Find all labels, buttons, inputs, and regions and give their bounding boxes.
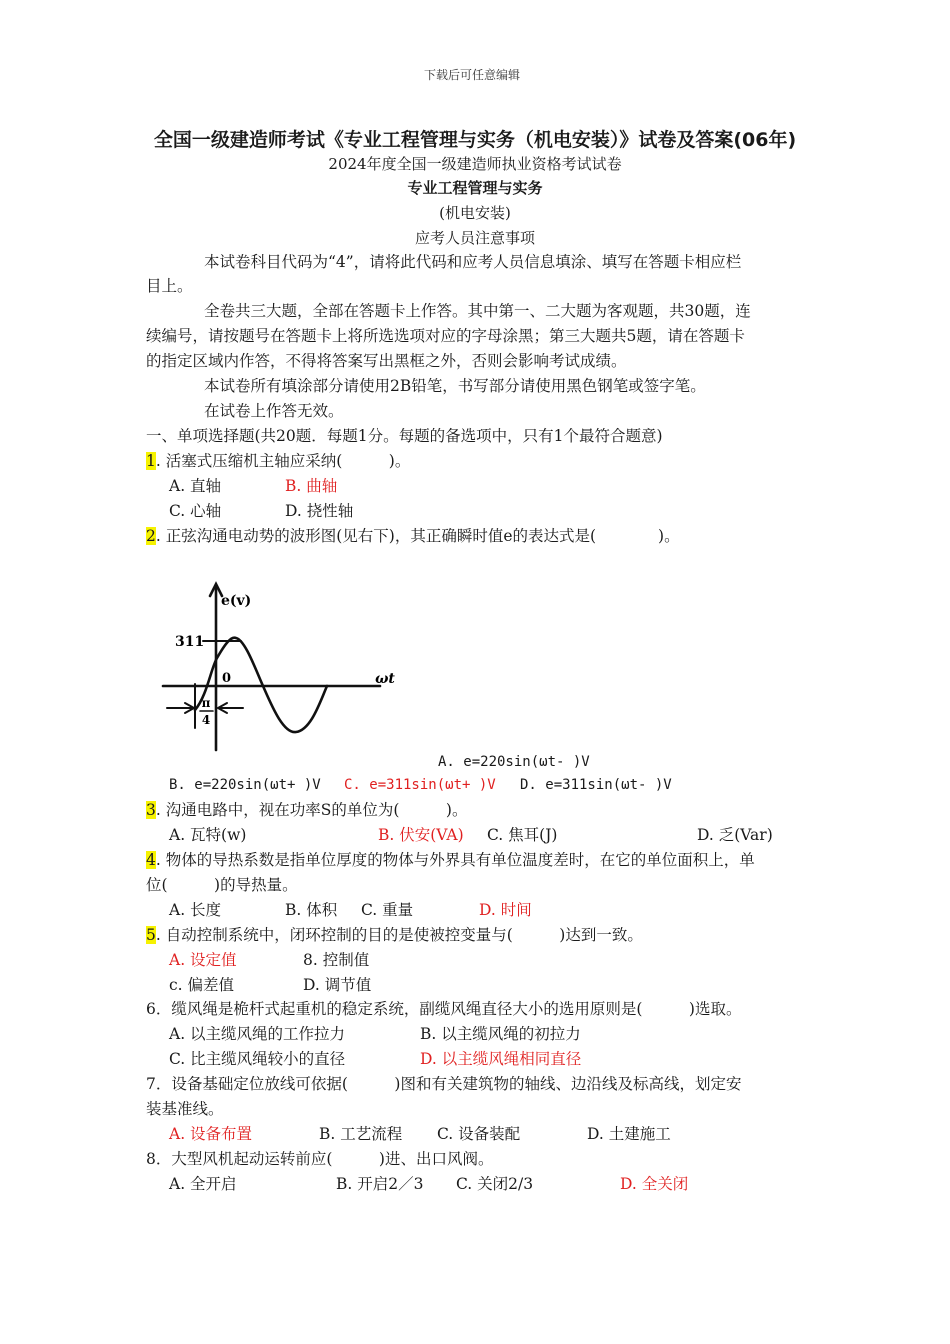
question-text: . 沟通电路中，视在功率S的单位为( )。	[155, 801, 468, 819]
four-label: 4	[201, 713, 211, 727]
q6-option-c: C. 比主缆风绳较小的直径	[169, 1050, 346, 1068]
x-axis-label: ωt	[375, 671, 395, 687]
question-5	[146, 923, 643, 948]
subject-title: 专业工程管理与实务	[407, 179, 543, 197]
q6-option-d: D. 以主缆风绳相同直径	[420, 1050, 582, 1068]
question-text: . 活塞式压缩机主轴应采纳( )。	[155, 452, 411, 470]
q5-option-d: D. 调节值	[303, 976, 372, 994]
subject-subtitle: (机电安装)	[439, 204, 511, 222]
notice-p2-line3: 的指定区域内作答，不得将答案写出黑框之外，否则会影响考试成绩。	[146, 352, 627, 370]
q5-option-a: A. 设定值	[169, 951, 237, 969]
question-4-line2: 位( )的导热量。	[146, 876, 298, 894]
q4-option-d: D. 时间	[479, 901, 532, 919]
q3-option-c: C. 焦耳(J)	[487, 826, 558, 844]
question-1	[146, 449, 410, 474]
q8-option-a: A. 全开启	[169, 1175, 237, 1193]
question-number: 4	[146, 851, 156, 869]
sine-waveform-figure	[155, 578, 405, 758]
q1-option-c: C. 心轴	[169, 502, 222, 520]
q4-option-a: A. 长度	[169, 901, 222, 919]
question-7-line2: 装基准线。	[146, 1100, 224, 1118]
question-text: . 正弦沟通电动势的波形图(见右下)，其正确瞬时值e的表达式是( )。	[155, 527, 680, 545]
q6-option-b: B. 以主缆风绳的初拉力	[420, 1025, 581, 1043]
q2-option-a: A. e=220sin(ωt- )V	[438, 754, 590, 770]
exam-subtitle: 2024年度全国一级建造师执业资格考试试卷	[328, 155, 622, 173]
q1-option-a: A. 直轴	[169, 477, 222, 495]
question-3	[146, 798, 467, 823]
question-text: . 自动控制系统中，闭环控制的目的是使被控变量与( )达到一致。	[155, 926, 643, 944]
q4-option-b: B. 体积	[285, 901, 338, 919]
notice-heading: 应考人员注意事项	[414, 229, 535, 247]
question-8: 8．大型风机起动运转前应( )进、出口风阀。	[146, 1150, 494, 1168]
q1-option-b: B. 曲轴	[285, 477, 338, 495]
page-header-note: 下载后可任意编辑	[424, 68, 521, 82]
question-number: 5	[146, 926, 156, 944]
notice-p1-line1: 本试卷科目代码为“4”，请将此代码和应考人员信息填涂、填写在答题卡相应栏	[204, 253, 742, 271]
q3-option-d: D. 乏(Var)	[697, 826, 773, 844]
q7-option-b: B. 工艺流程	[319, 1125, 403, 1143]
q3-option-a: A. 瓦特(w)	[169, 826, 247, 844]
question-2	[146, 524, 680, 549]
y-axis-label: e(v)	[221, 593, 252, 609]
q8-option-b: B. 开启2／3	[336, 1175, 424, 1193]
q5-option-b: 8. 控制值	[303, 951, 370, 969]
q4-option-c: C. 重量	[361, 901, 414, 919]
q1-option-d: D. 挠性轴	[285, 502, 354, 520]
question-number: 3	[146, 801, 156, 819]
notice-p3: 本试卷所有填涂部分请使用2B铅笔，书写部分请使用黑色钢笔或签字笔。	[204, 377, 706, 395]
notice-p2-line2: 续编号，请按题号在答题卡上将所选选项对应的字母涂黑；第三大题共5题，请在答题卡	[146, 327, 745, 345]
q2-option-d: D. e=311sin(ωt- )V	[520, 777, 672, 793]
pi-label: π	[201, 696, 211, 710]
question-4	[146, 848, 755, 873]
peak-value-label: 311	[175, 634, 205, 650]
notice-p4: 在试卷上作答无效。	[204, 402, 344, 420]
q2-option-b: B. e=220sin(ωt+ )V	[169, 777, 321, 793]
question-6: 6．缆风绳是桅杆式起重机的稳定系统，副缆风绳直径大小的选用原则是( )选取。	[146, 1000, 742, 1018]
section-heading: 一、单项选择题(共20题．每题1分。每题的备选项中，只有1个最符合题意)	[146, 427, 663, 445]
notice-p2-line1: 全卷共三大题，全部在答题卡上作答。其中第一、二大题为客观题，共30题，连	[204, 302, 751, 320]
q3-option-b: B. 伏安(VA)	[378, 826, 464, 844]
question-number: 1	[146, 452, 156, 470]
notice-p1-line2: 目上。	[146, 277, 193, 295]
q8-option-c: C. 关闭2/3	[456, 1175, 534, 1193]
q2-option-c: C. e=311sin(ωt+ )V	[344, 777, 496, 793]
question-7: 7．设备基础定位放线可依据( )图和有关建筑物的轴线、边沿线及标高线，划定安	[146, 1075, 742, 1093]
q5-option-c: c. 偏差值	[169, 976, 235, 994]
q7-option-c: C. 设备装配	[437, 1125, 521, 1143]
question-text: . 物体的导热系数是指单位厚度的物体与外界具有单位温度差时，在它的单位面积上，单	[155, 851, 755, 869]
q6-option-a: A. 以主缆风绳的工作拉力	[169, 1025, 346, 1043]
question-number: 2	[146, 527, 156, 545]
q7-option-d: D. 土建施工	[587, 1125, 671, 1143]
origin-label: 0	[222, 671, 232, 686]
document-title: 全国一级建造师考试《专业工程管理与实务（机电安装）》试卷及答案(06年)	[153, 129, 797, 151]
q7-option-a: A. 设备布置	[169, 1125, 253, 1143]
q8-option-d: D. 全关闭	[620, 1175, 689, 1193]
